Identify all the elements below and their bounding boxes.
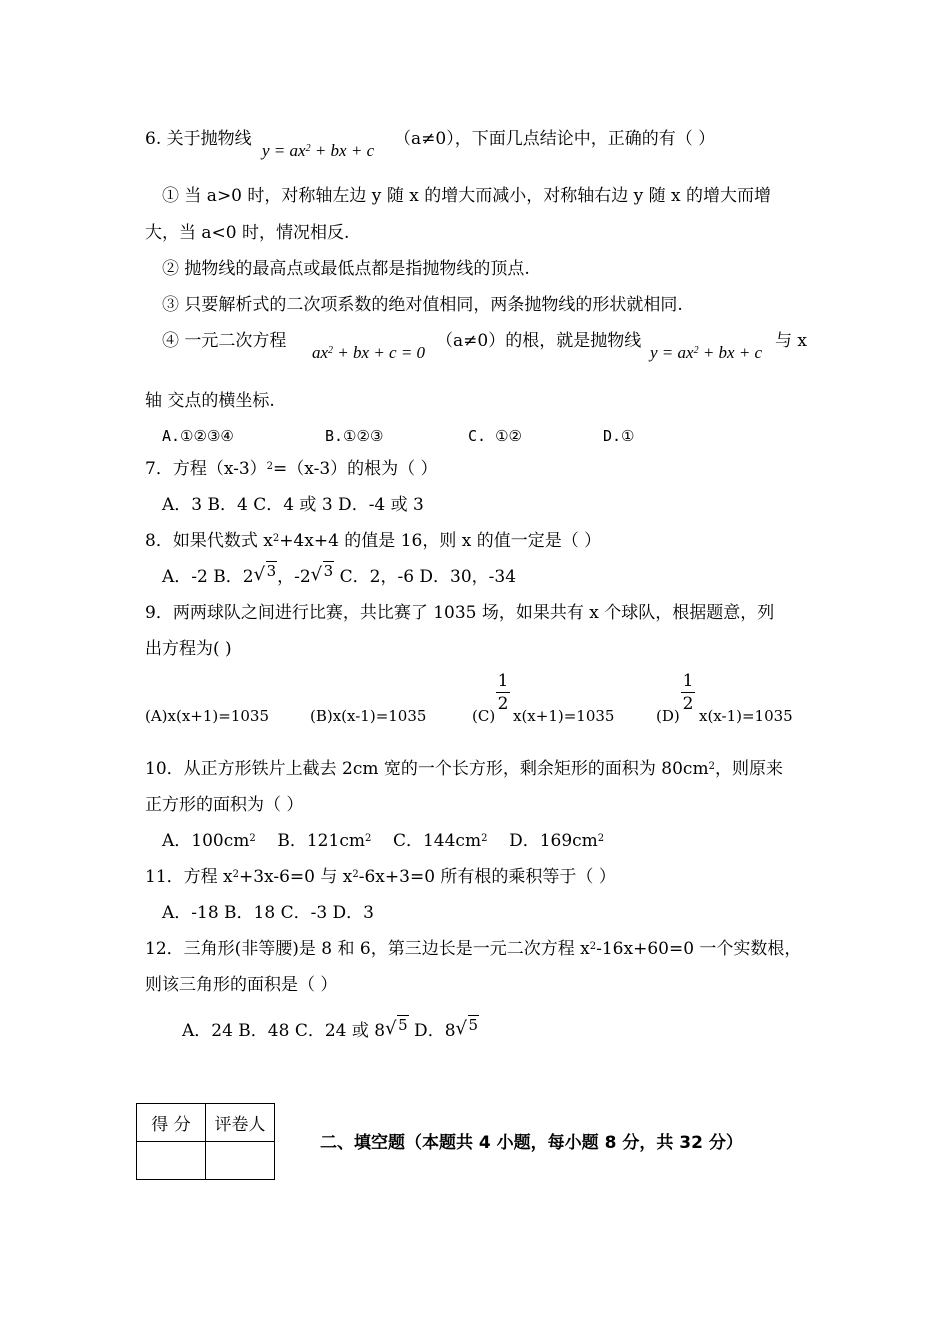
score-table [136,1103,275,1180]
q8-stem: 8．如果代数式 $x^2+4x+4$ 的值是 16，则 x 的值一定是（ ） [145,531,602,551]
q6-statement-4-post: 与 x [775,331,807,351]
grader-header: 评卷人 [206,1104,275,1142]
q6-option-b: B.①②③ [325,427,384,445]
q6-statement-4-eq: $ax^2$ + bx + c = 0 [312,343,426,362]
q12-stem-a: 12．三角形(非等腰)是 8 和 6，第三边长是一元二次方程 $x^2-16x+60=0$ 一个实数根， [145,939,802,959]
q6-stem [145,128,252,150]
q9-option-c: (C) [472,707,496,725]
q6-statement-4b: 轴 交点的横坐标. [145,391,275,411]
q9-option-a: (A)x(x+1)=1035 [145,707,270,725]
q11-options: A．-18 B．18 C．-3 D．3 [162,903,375,923]
score-cell[interactable] [137,1142,206,1180]
q9-option-c-expr: x(x+1)=1035 [513,707,615,725]
q9-option-d: (D) [656,707,680,725]
q9-fraction-c: 1 2 [497,671,509,714]
q7-options: A．3 B．4 C．4 或 3 D．-4 或 3 [162,495,424,515]
q6-option-a: A.①②③④ [162,427,234,445]
q6-statement-4-pre: ④ 一元二次方程 [162,331,287,351]
section-2-title: 二、填空题（本题共 4 小题，每小题 8 分，共 32 分） [320,1133,743,1153]
q10-stem-b: 正方形的面积为（ ） [145,795,304,815]
q6-equation: $y = ax^2$ + bx + c [262,141,375,160]
q11-stem: 11．方程 $x^2+3x-6=0$ 与 $x^2-6x+3=0$ 所有根的乘积等于（ ） [145,867,616,887]
q6-condition: （a≠0），下面几点结论中，正确的有（ ） [394,129,716,149]
q6-option-d: D.① [603,427,635,445]
q9-option-d-expr: x(x-1)=1035 [699,707,793,725]
q6-statement-3: ③ 只要解析式的二次项系数的绝对值相同，两条抛物线的形状就相同. [162,295,683,315]
score-header: 得 分 [137,1104,206,1142]
q9-option-b: (B)x(x-1)=1035 [310,707,427,725]
sqrt-symbol: √ 3 [254,566,278,588]
sqrt-symbol: √ 5 [385,1020,409,1042]
q6-statement-2: ② 抛物线的最高点或最低点都是指抛物线的顶点. [162,259,530,279]
sqrt-symbol: √ 3 [311,566,335,588]
q10-options: A．$100cm^2$ B．$121cm^2$ C．$144cm^2$ D．$169cm^2$ [162,831,605,851]
q7-stem: 7．方程$(x-3)^2=(x-3)$的根为（ ） [145,459,438,479]
q12-stem-b: 则该三角形的面积是（ ） [145,975,338,995]
q9-stem-a: 9．两两球队之间进行比赛，共比赛了 1035 场，如果共有 x 个球队，根据题意，列 [145,603,775,623]
q6-statement-4-eq2: $y = ax^2$ + bx + c [650,343,763,362]
q6-prefix: 6. 关于抛物线 [145,129,252,149]
q9-stem-b: 出方程为( ) [145,639,232,659]
q6-statement-1b: 大，当 a<0 时，情况相反. [145,223,350,243]
q6-option-c: C. ①② [468,427,522,445]
sqrt-symbol: √ 5 [456,1020,480,1042]
q9-fraction-d: 1 2 [682,671,694,714]
grader-cell[interactable] [206,1142,275,1180]
q12-options: A．24 B．48 C．24 或 8√ 5 D．8√ 5 [182,1020,479,1042]
q10-stem-a: 10．从正方形铁片上截去 2cm 宽的一个长方形，剩余矩形的面积为 $80cm^2$，则原来 [145,759,783,779]
q6-statement-1a: ① 当 a>0 时，对称轴左边 y 随 x 的增大而减小，对称轴右边 y 随 x 的增大而增 [162,186,772,206]
q6-statement-4-mid: （a≠0）的根，就是抛物线 [436,331,642,351]
q8-options: A．-2 B．2√ 3，-2√ 3 C．2，-6 D．30，-34 [162,566,516,588]
